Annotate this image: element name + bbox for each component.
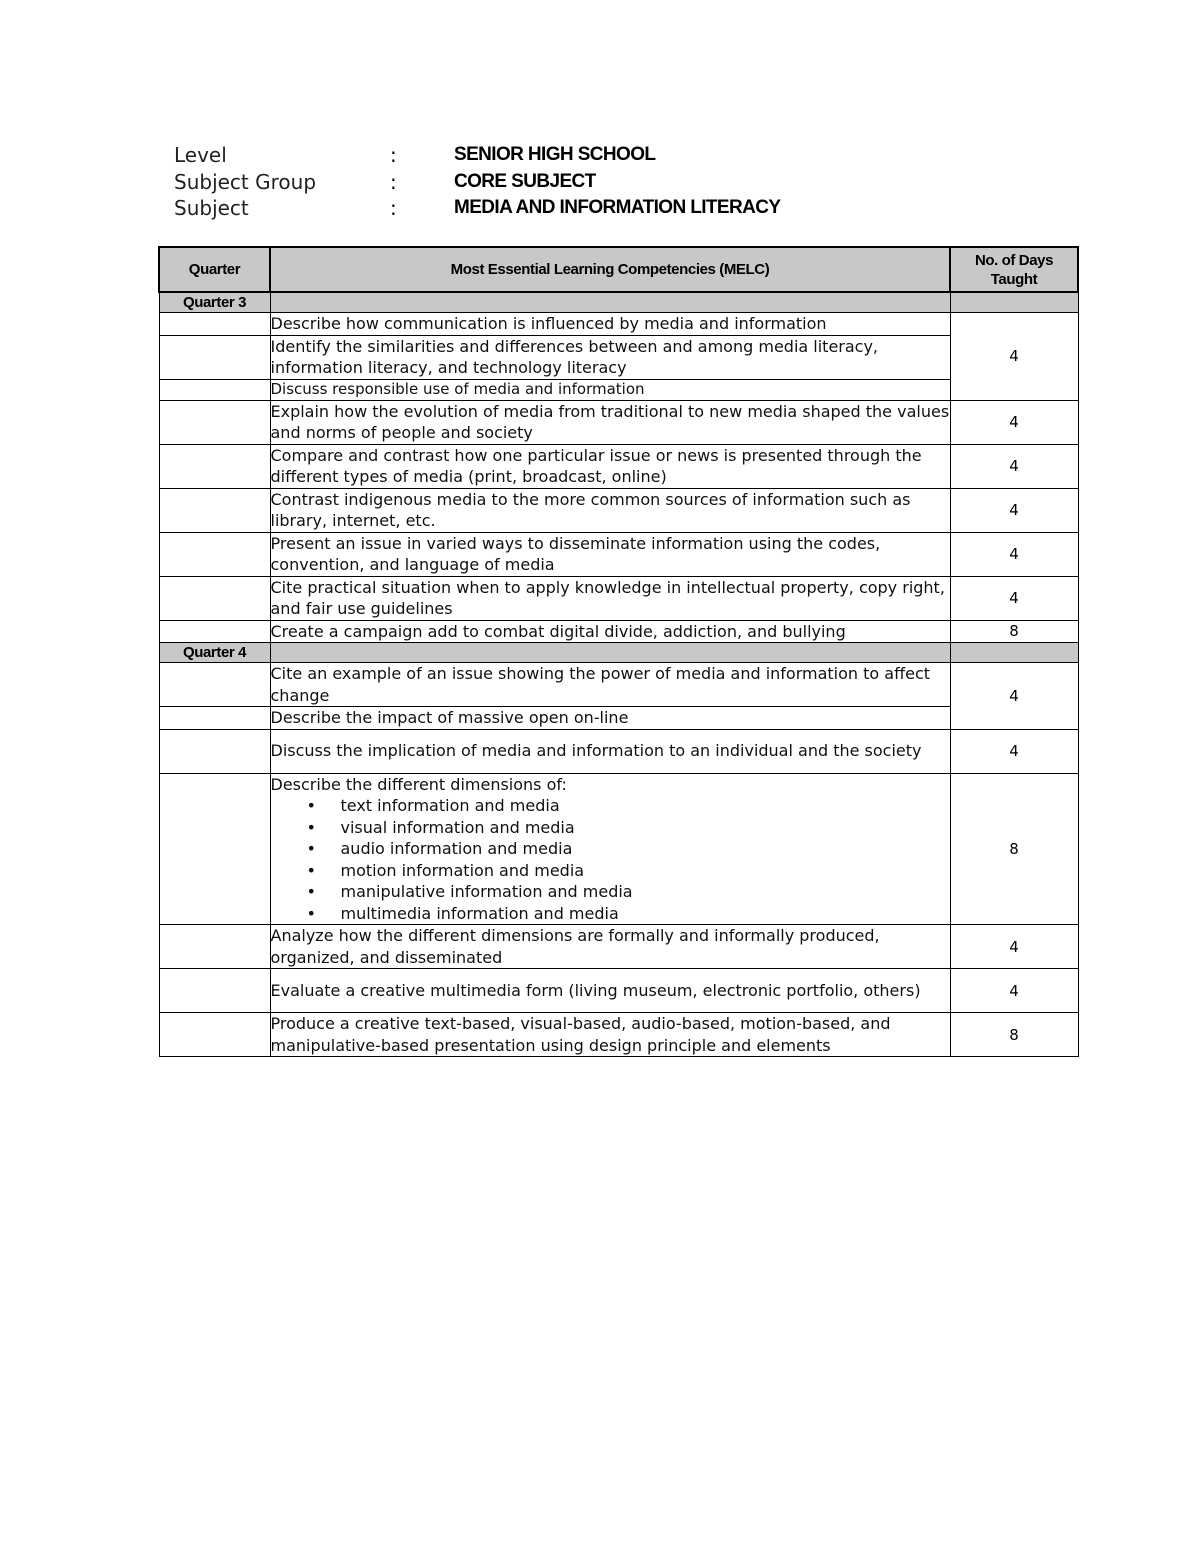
column-header-days: No. of Days Taught (950, 247, 1078, 292)
days-value: 4 (950, 663, 1078, 730)
competency-text: Produce a creative text-based, visual-based, audio-based, motion-based, and manipulative-based presentation using design principle and elements (270, 1013, 950, 1057)
table-row (159, 707, 1078, 730)
level-value: SENIOR HIGH SCHOOL (454, 144, 656, 165)
melc-table (158, 246, 1079, 1057)
level-label: Level (174, 143, 227, 167)
days-value: 8 (950, 620, 1078, 643)
competency-text: Cite practical situation when to apply knowledge in intellectual property, copy right, and fair use guidelines (270, 576, 950, 620)
competency-text: Cite an example of an issue showing the power of media and information to affect change (270, 663, 950, 707)
subject-value: MEDIA AND INFORMATION LITERACY (454, 197, 781, 218)
quarter-3-spacer (270, 292, 950, 313)
header-row-subject-group (174, 169, 780, 196)
subject-colon: : (390, 196, 397, 220)
quarter-3-days-spacer (950, 292, 1078, 313)
days-value: 4 (950, 925, 1078, 969)
header-row-level (174, 142, 780, 169)
list-item: • visual information and media (341, 817, 950, 839)
column-header-melc: Most Essential Learning Competencies (MELC) (270, 247, 950, 292)
quarter-3-label: Quarter 3 (159, 292, 270, 313)
table-row (159, 620, 1078, 643)
table-row (159, 663, 1078, 707)
competency-text: Contrast indigenous media to the more common sources of information such as library, internet, etc. (270, 488, 950, 532)
header-row-subject (174, 195, 780, 222)
document-header (174, 142, 780, 222)
competency-text: Describe how communication is influenced by media and information (270, 313, 950, 336)
table-row (159, 532, 1078, 576)
days-value: 4 (950, 729, 1078, 773)
days-value: 4 (950, 532, 1078, 576)
table-row (159, 313, 1078, 336)
table-row (159, 488, 1078, 532)
competency-text: Describe the impact of massive open on-line (270, 707, 950, 730)
subject-group-value: CORE SUBJECT (454, 170, 596, 192)
days-value: 4 (950, 400, 1078, 444)
subject-group-label: Subject Group (174, 169, 317, 194)
competency-text: Evaluate a creative multimedia form (living museum, electronic portfolio, others) (270, 969, 950, 1013)
quarter-4-days-spacer (950, 643, 1078, 663)
competency-text: Create a campaign add to combat digital divide, addiction, and bullying (270, 620, 950, 643)
competency-text: Analyze how the different dimensions are formally and informally produced, organized, and disseminated (270, 925, 950, 969)
competency-text: Discuss responsible use of media and information (270, 379, 950, 400)
competency-text: Compare and contrast how one particular issue or news is presented through the different types of media (print, broadcast, online) (270, 444, 950, 488)
days-value: 4 (950, 576, 1078, 620)
table-row (159, 1013, 1078, 1057)
table-row (159, 335, 1078, 379)
column-header-quarter: Quarter (159, 247, 270, 292)
quarter-3-row (159, 292, 1078, 313)
table-row (159, 444, 1078, 488)
table-header-row (159, 247, 1078, 292)
competency-text: Identify the similarities and differences between and among media literacy, information literacy, and technology literacy (270, 335, 950, 379)
competency-text: Discuss the implication of media and information to an individual and the society (270, 729, 950, 773)
table-row (159, 925, 1078, 969)
list-item: • motion information and media (341, 860, 950, 882)
list-item: • text information and media (341, 795, 950, 817)
level-colon: : (390, 143, 397, 167)
quarter-4-row (159, 643, 1078, 663)
subject-group-colon: : (390, 169, 397, 194)
table-row (159, 729, 1078, 773)
list-item: • audio information and media (341, 838, 950, 860)
days-value: 4 (950, 969, 1078, 1013)
table-row (159, 576, 1078, 620)
table-row (159, 379, 1078, 400)
days-value: 8 (950, 1013, 1078, 1057)
subject-label: Subject (174, 196, 249, 220)
list-item: • manipulative information and media (341, 881, 950, 903)
table-row (159, 773, 1078, 925)
days-value: 4 (950, 444, 1078, 488)
days-value: 4 (950, 313, 1078, 401)
dimensions-intro: Describe the different dimensions of: (270, 774, 567, 794)
competency-text: Present an issue in varied ways to disseminate information using the codes, convention, and language of media (270, 532, 950, 576)
days-value: 8 (950, 773, 1078, 925)
days-value: 4 (950, 488, 1078, 532)
table-row (159, 969, 1078, 1013)
competency-text: Explain how the evolution of media from traditional to new media shaped the values and norms of people and society (270, 401, 950, 442)
dimensions-list (271, 795, 950, 924)
table-row (159, 400, 1078, 444)
list-item: • multimedia information and media (341, 903, 950, 925)
competency-text-dimensions (270, 773, 950, 925)
quarter-4-spacer (270, 643, 950, 663)
quarter-4-label: Quarter 4 (159, 643, 270, 663)
